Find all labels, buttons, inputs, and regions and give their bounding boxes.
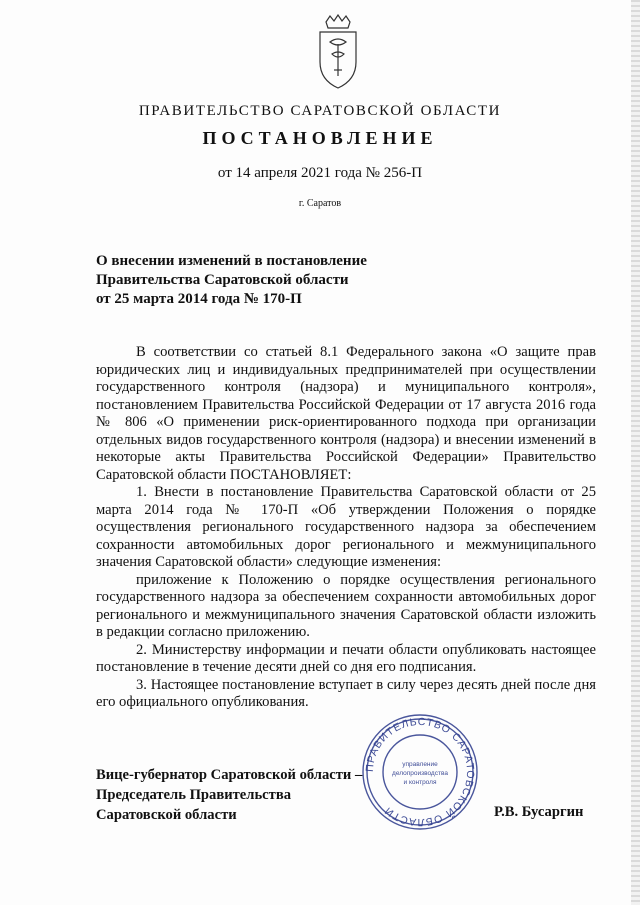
body-paragraph: 2. Министерству информации и печати области опубликовать настоящее постановление в течение десяти дней со дня его подписания.	[96, 641, 596, 675]
document-type: ПОСТАНОВЛЕНИЕ	[202, 128, 438, 148]
position-line: Саратовской области	[96, 807, 237, 823]
stamp-ring-text: ПРАВИТЕЛЬСТВО САРАТОВСКОЙ ОБЛАСТИ	[363, 715, 477, 829]
document-subject	[96, 252, 367, 309]
stamp-center-line: делопроизводства	[392, 770, 448, 777]
saratov-coat-of-arms-icon	[312, 14, 364, 90]
stamp-center-line: и контроля	[403, 779, 437, 786]
body-paragraph: 3. Настоящее постановление вступает в силу через десять дней после дня его официального опубликования.	[96, 676, 596, 710]
subject-line: Правительства Саратовской области	[96, 272, 349, 288]
signatory-position	[96, 765, 362, 825]
subject-line: О внесении изменений в постановление	[96, 253, 367, 269]
body-paragraph: приложение к Положению о порядке осуществления регионального государственного надзора за обеспечением сохранности автомобильных дорог регионального и межмуниципального значения Саратовской области изложить в редакции согласно приложению.	[96, 571, 596, 640]
city: г. Саратов	[298, 198, 342, 209]
date-and-number: от 14 апреля 2021 года № 256-П	[217, 165, 423, 181]
body-paragraph: В соответствии со статьей 8.1 Федерального закона «О защите прав юридических лиц и индивидуальных предпринимателей при осуществлении государственного контроля (надзора) и муниципального контроля», постановлением Правительства Российской Федерации от 17 августа 2016 года № 806 «О применении риск-ориентированного подхода при организации отдельных видов государственного контроля (надзора) и внесении изменений в некоторые акты Правительства Российской Федерации» Правительство Саратовской области ПОСТАНОВЛЯЕТ:	[96, 344, 596, 483]
official-stamp	[360, 712, 480, 832]
position-line: Председатель Правительства	[96, 787, 292, 803]
subject-line: от 25 марта 2014 года № 170-П	[96, 291, 302, 307]
document-body	[96, 344, 596, 712]
stamp-center-line: управление	[402, 761, 438, 768]
government-name: ПРАВИТЕЛЬСТВО САРАТОВСКОЙ ОБЛАСТИ	[138, 103, 502, 119]
position-line: Вице-губернатор Саратовской области –	[96, 767, 363, 783]
signatory-name: Р.В. Бусаргин	[494, 804, 584, 820]
body-paragraph: 1. Внести в постановление Правительства Саратовской области от 25 марта 2014 года № 170-П «Об утверждении Положения о порядке осуществления регионального государственного надзора за обеспечением сохранности автомобильных дорог регионального и межмуниципального значения Саратовской области» следующие изменения:	[96, 484, 596, 570]
